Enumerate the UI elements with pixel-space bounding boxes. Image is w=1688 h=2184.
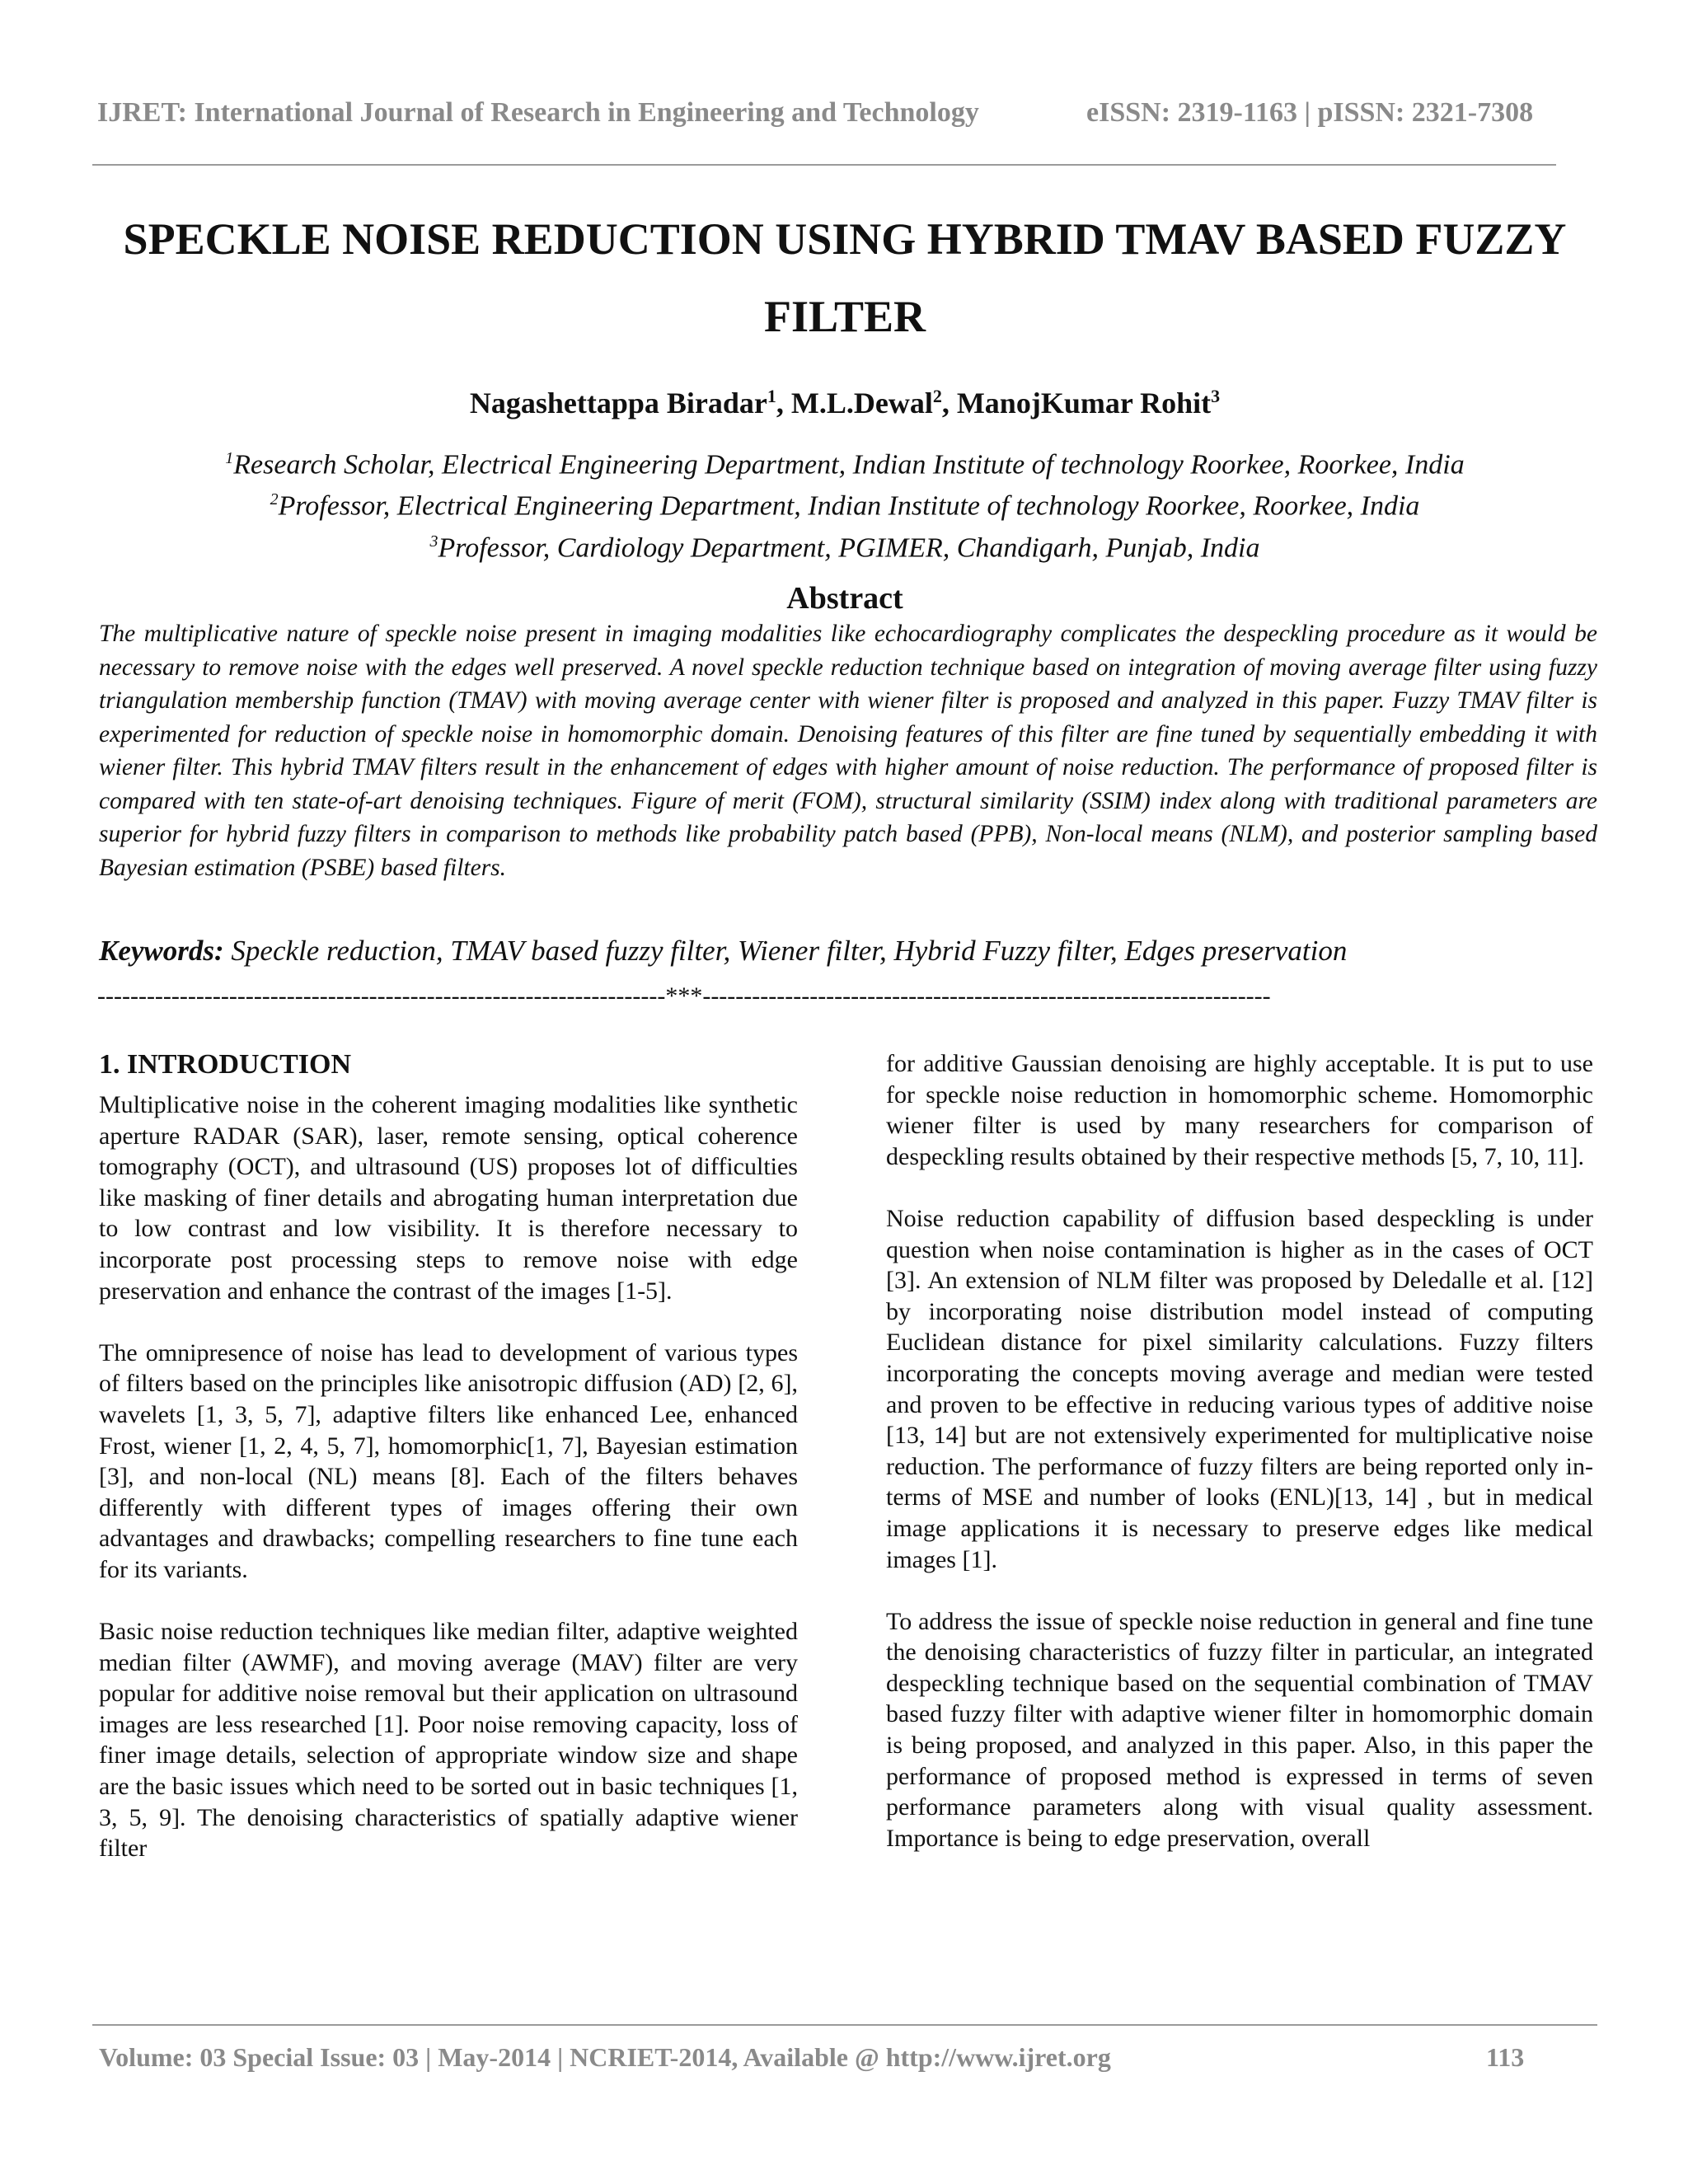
section-separator: ---------------------------------------------------------------------***--------------------------------------------------------------------- xyxy=(97,982,1271,1010)
paragraph: The omnipresence of noise has lead to development of various types of filters based on the principles like anisotropic diffusion (AD) [2, 6], wavelets [1, 3, 5, 7], adaptive filters like enhanced Lee, enhanced Frost, wiener [1, 2, 4, 5, 7], homomorphic[1, 7], Bayesian estimation [3], and non-local (NL) means [8]. Each of the filters behaves differently with different types of images offering their own advantages and drawbacks; compelling researchers to fine tune each for its variants. xyxy=(99,1338,798,1583)
affil-mark: 3 xyxy=(429,532,438,551)
abstract-text: The multiplicative nature of speckle noise present in imaging modalities like echocardiography complicates the despeckling procedure as it would be necessary to remove noise with the edges well preserved. A novel speckle reduction technique based on integration of moving average filter using fuzzy triangulation membership function (TMAV) with moving average center with wiener filter is proposed and analyzed in this paper. Fuzzy TMAV filter is experimented for reduction of speckle noise in homomorphic domain. Denoising features of this filter are fine tuned by sequentially embedding it with wiener filter. This hybrid TMAV filters result in the enhancement of edges with higher amount of noise reduction. The performance of proposed filter is compared with ten state-of-art denoising techniques. Figure of merit (FOM), structural similarity (SSIM) index along with traditional parameters are superior for hybrid fuzzy filters in comparison to methods like probability patch based (PPB), Non-local means (NLM), and posterior sampling based Bayesian estimation (PSBE) based filters. xyxy=(99,621,1597,881)
header-rule xyxy=(92,164,1556,166)
author xyxy=(470,387,791,419)
paragraph: Noise reduction capability of diffusion based despeckling is under question when noise contamination is higher as in the cases of OCT [3]. An extension of NLM filter was proposed by Deledalle et al. [12] by incorporating noise distribution model instead of computing Euclidean distance for pixel similarity calculations. Fuzzy filters incorporating the concepts moving average and median were tested and proven to be effective in reducing various types of additive noise [13, 14] but are not extensively experimented for multiplicative noise reduction. The performance of fuzzy filters are being reported only in-terms of MSE and number of looks (ENL)[13, 14] , but in medical image applications it is necessary to preserve edges like medical images [1]. xyxy=(886,1204,1593,1573)
author-name: ManojKumar Rohit xyxy=(956,387,1212,419)
paragraph: for additive Gaussian denoising are highly acceptable. It is put to use for speckle noise reduction in homomorphic scheme. Homomorphic wiener filter is used by many researchers for comparison of despeckling results obtained by their respective methods [5, 7, 10, 11]. xyxy=(886,1050,1593,1170)
author-affil-mark: 2 xyxy=(932,386,942,406)
paragraph: Multiplicative noise in the coherent imaging modalities like synthetic aperture RADAR (SAR), laser, remote sensing, optical coherence tomography (OCT), and ultrasound (US) proposes lot of difficulties like masking of finer details and abrogating human interpretation due to low contrast and low visibility. It is therefore necessary to incorporate post processing steps to remove noise with edge preservation and enhance the contrast of the images [1-5]. xyxy=(99,1091,798,1305)
footer-citation: Volume: 03 Special Issue: 03 | May-2014 | NCRIET-2014, Available @ http://www.ijret.org xyxy=(99,2042,1111,2072)
section-heading: 1. INTRODUCTION xyxy=(99,1049,352,1080)
paper-title xyxy=(92,200,1597,355)
affiliation xyxy=(92,482,1597,523)
abstract-heading: Abstract xyxy=(786,581,903,616)
author-list xyxy=(92,386,1597,420)
keywords-text: Speckle reduction, TMAV based fuzzy filter, Wiener filter, Hybrid Fuzzy filter, Edges preservation xyxy=(223,935,1348,967)
paragraph: To address the issue of speckle noise reduction in general and fine tune the denoising characteristics of fuzzy filter in particular, an integrated despeckling technique based on the sequential combination of TMAV based fuzzy filter with adaptive wiener filter in homomorphic domain is being proposed, and analyzed in this paper. Also, in this paper the performance of proposed method is expressed in terms of seven performance parameters along with visual quality assessment. Importance is being to edge preservation, overall xyxy=(886,1607,1593,1852)
author xyxy=(791,387,957,419)
issn: eISSN: 2319-1163 | pISSN: 2321-7308 xyxy=(1086,97,1534,128)
author-sep: , xyxy=(776,387,791,419)
author-affil-mark: 1 xyxy=(767,386,776,406)
author xyxy=(957,387,1220,419)
author-sep: , xyxy=(941,387,957,419)
author-name: M.L.Dewal xyxy=(790,387,933,419)
footer-rule xyxy=(92,2024,1597,2026)
affiliation xyxy=(92,441,1597,482)
keywords-label: Keywords: xyxy=(99,935,224,967)
right-column xyxy=(886,1048,1593,1885)
author-name: Nagashettappa Biradar xyxy=(469,387,767,419)
journal-name: IJRET: International Journal of Research in Engineering and Technology xyxy=(97,97,979,128)
affil-mark: 2 xyxy=(270,490,279,509)
title-line-1: SPECKLE NOISE REDUCTION USING HYBRID TMAV BASED FUZZY xyxy=(123,214,1567,264)
left-column xyxy=(99,1047,798,1895)
affil-text: Professor, Electrical Engineering Department, Indian Institute of technology Roorkee, Roorkee, India xyxy=(278,490,1420,522)
keywords xyxy=(99,935,1597,968)
paragraph: Basic noise reduction techniques like median filter, adaptive weighted median filter (AWMF), and moving average (MAV) filter are very popular for additive noise removal but their application on ultrasound images are less researched [1]. Poor noise removing capacity, loss of finer image details, selection of appropriate window size and shape are the basic issues which need to be sorted out in basic techniques [1, 3, 5, 9]. The denoising characteristics of spatially adaptive wiener filter xyxy=(99,1618,798,1863)
affiliation xyxy=(92,524,1597,565)
affiliations xyxy=(92,441,1597,565)
affil-text: Professor, Cardiology Department, PGIMER, Chandigarh, Punjab, India xyxy=(438,532,1260,563)
running-header xyxy=(0,97,1688,130)
affil-text: Research Scholar, Electrical Engineering Department, Indian Institute of technology Roorkee, Roorkee, India xyxy=(233,449,1465,480)
title-line-2: FILTER xyxy=(763,292,926,341)
affil-mark: 1 xyxy=(225,449,234,467)
author-affil-mark: 3 xyxy=(1211,386,1221,406)
page-number: 113 xyxy=(1486,2042,1525,2072)
